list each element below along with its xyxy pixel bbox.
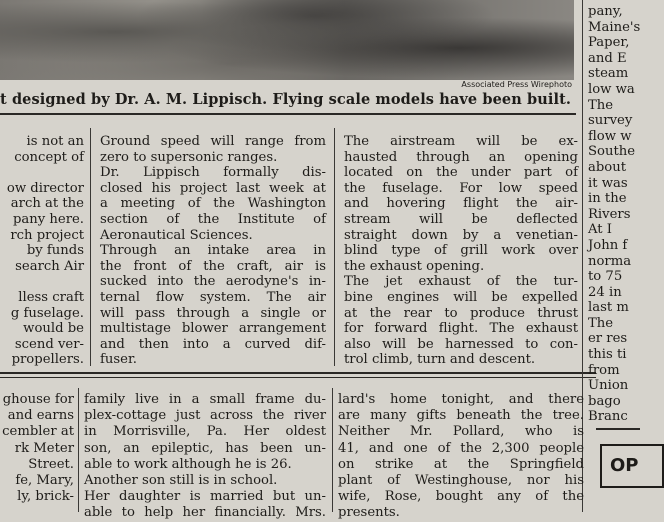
text-line: 24 in	[588, 284, 622, 300]
text-line	[0, 274, 84, 290]
upper-middle-column	[100, 134, 326, 370]
text-line: the exhaust opening.	[344, 258, 485, 274]
text-line: able to work although he is 26.	[84, 456, 292, 472]
text-line: norma	[588, 253, 632, 269]
text-line: er res	[588, 331, 628, 347]
text-line: propellers.	[11, 352, 84, 368]
text-line: cembler at	[2, 424, 74, 440]
text-line: wife, Rose, bought any of the	[338, 489, 584, 505]
text-line: rk Meter	[14, 440, 74, 456]
text-line: the front of the craft, air is	[100, 258, 326, 274]
text-line: bine engines will be expelled	[344, 289, 578, 305]
text-line: 41, and one of the 2,300 people	[338, 440, 584, 456]
text-line: closed his project last week at	[100, 180, 326, 196]
text-line: and earns	[7, 408, 74, 424]
column-rule	[332, 388, 333, 512]
text-line: on strike at the Springfield	[338, 456, 584, 472]
text-line: The jet exhaust of the tur-	[344, 274, 578, 290]
section-rule-thin	[0, 377, 596, 378]
text-line: ly, brick-	[17, 489, 74, 505]
text-line: ghouse for	[2, 392, 74, 407]
text-line: will pass through a single or	[100, 305, 326, 321]
text-line: and then into a curved dif-	[100, 336, 326, 352]
text-line: and hovering flight the air-	[344, 196, 578, 212]
text-line: in Morrisville, Pa. Her oldest	[84, 424, 326, 440]
upper-right-column	[344, 134, 578, 370]
text-line: straight down by a venetian-	[344, 227, 578, 243]
right-column-rule	[596, 428, 640, 430]
lower-right-column	[338, 392, 584, 521]
column-rule	[78, 388, 79, 512]
text-line: Southe	[588, 144, 636, 160]
text-line: to 75	[588, 269, 623, 285]
text-line: this ti	[588, 347, 627, 363]
text-line: fe, Mary,	[15, 473, 74, 489]
lower-left-column	[0, 392, 74, 512]
text-line: pany,	[588, 4, 623, 19]
text-line: g fuselage.	[10, 305, 84, 321]
text-line: Branc	[588, 409, 628, 425]
text-line: Another son still is in school.	[84, 473, 278, 489]
text-line: ternal flow system. The air	[100, 289, 326, 305]
text-line	[0, 165, 84, 181]
text-line: able to help her financially. Mrs.	[84, 505, 326, 521]
text-line: John f	[588, 237, 628, 253]
text-line: at the rear to produce thrust	[344, 305, 578, 321]
text-line: bago	[588, 393, 621, 409]
text-line: are many gifts beneath the tree.	[338, 408, 584, 424]
text-line: family live in a small frame du-	[84, 392, 326, 407]
text-line: Rivers	[588, 206, 631, 222]
lower-middle-column	[84, 392, 326, 521]
upper-left-column	[0, 134, 84, 370]
text-line: Aeronautical Sciences.	[100, 227, 253, 243]
text-line: Through an intake area in	[100, 243, 326, 259]
photo-credit: Associated Press Wirephoto	[461, 80, 572, 89]
text-line: scend ver-	[14, 336, 84, 352]
text-line: it was	[588, 175, 628, 191]
text-line: Ground speed will range from	[100, 134, 326, 149]
column-rule	[334, 128, 335, 366]
text-line: blind type of grill work over	[344, 243, 578, 259]
text-line: Union	[588, 378, 629, 394]
news-photo	[0, 0, 574, 80]
text-line: stream will be deflected	[344, 211, 578, 227]
far-right-column	[588, 4, 640, 424]
text-line: and E	[588, 50, 627, 66]
text-line: located on the under part of	[344, 165, 578, 181]
text-line: lless craft	[18, 289, 84, 305]
text-line: fuser.	[100, 352, 137, 368]
text-line: trol climb, turn and descent.	[344, 352, 536, 368]
text-line: At I	[588, 222, 612, 238]
text-line: plex-cottage just across the river	[84, 408, 326, 424]
text-line: survey	[588, 113, 633, 129]
photo-caption: t designed by Dr. A. M. Lippisch. Flying scale models have been built.	[0, 91, 572, 108]
text-line: a meeting of the Washington	[100, 196, 326, 212]
text-line: concept of	[14, 149, 84, 165]
text-line: flow w	[588, 128, 632, 144]
text-line: sucked into the aerodyne's in-	[100, 274, 326, 290]
text-line: the fuselage. For low speed	[344, 180, 578, 196]
text-line: pany here.	[12, 211, 84, 227]
text-line: by funds	[26, 243, 84, 259]
text-line: section of the Institute of	[100, 211, 326, 227]
text-line: from	[588, 362, 620, 378]
text-line: plant of Westinghouse, nor his	[338, 473, 584, 489]
caption-rule	[0, 113, 576, 115]
text-line: low wa	[588, 81, 635, 97]
text-line: The airstream will be ex-	[344, 134, 578, 149]
text-line: The	[588, 315, 614, 331]
column-rule	[90, 128, 91, 366]
text-line: multistage blower arrangement	[100, 321, 326, 337]
text-line: Her daughter is married but un-	[84, 489, 326, 505]
text-line: rch project	[10, 227, 84, 243]
text-line: son, an epileptic, has been un-	[84, 440, 326, 456]
text-line: Maine's	[588, 19, 641, 35]
text-line: presents.	[338, 505, 400, 521]
text-line: Paper,	[588, 35, 630, 51]
text-line: for forward flight. The exhaust	[344, 321, 578, 337]
text-line: search Air	[15, 258, 84, 274]
text-line: in the	[588, 191, 627, 207]
text-line: is not an	[26, 134, 84, 149]
text-line: arch at the	[10, 196, 84, 212]
text-line: The	[588, 97, 614, 113]
text-line: lard's home tonight, and there	[338, 392, 584, 407]
text-line: steam	[588, 66, 629, 82]
text-line: about	[588, 159, 627, 175]
text-line: last m	[588, 300, 629, 316]
text-line: would be	[23, 321, 84, 337]
text-line: ow director	[6, 180, 84, 196]
text-line: hausted through an opening	[344, 149, 578, 165]
text-line: also will be harnessed to con-	[344, 336, 578, 352]
section-rule	[0, 372, 596, 374]
text-line: Street.	[28, 456, 74, 472]
text-line: Neither Mr. Pollard, who is	[338, 424, 584, 440]
text-line: zero to supersonic ranges.	[100, 149, 278, 165]
headline-box-label: OP	[610, 455, 639, 476]
text-line: Dr. Lippisch formally dis-	[100, 165, 326, 181]
